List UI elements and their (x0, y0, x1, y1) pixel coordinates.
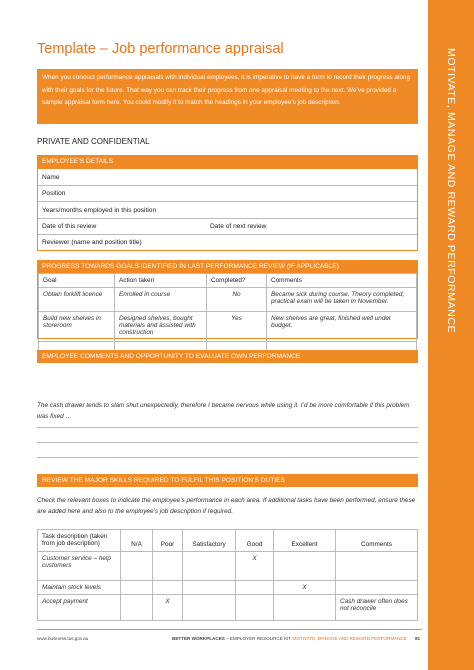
skills-checkbox[interactable] (153, 552, 183, 581)
skills-task-cell: Maintain stock levels (38, 581, 121, 595)
skills-checkbox[interactable] (183, 581, 236, 595)
footer-section: MOTIVATE, MANAGE AND REWARD PERFORMANCE (292, 636, 407, 641)
skills-table (37, 529, 418, 621)
comments-header: EMPLOYEE COMMENTS AND OPPORTUNITY TO EVALUATE OWN PERFORMANCE (37, 350, 418, 363)
sidebar (428, 0, 474, 670)
comment-line (37, 427, 418, 428)
table-row (39, 288, 417, 312)
reviewer-label: Reviewer (name and position title) (42, 239, 142, 246)
name-label: Name (42, 173, 60, 181)
skills-checkbox[interactable] (121, 581, 153, 595)
skills-checkbox[interactable] (274, 552, 336, 581)
years-field[interactable] (38, 202, 417, 219)
intro-box: When you conduct performance appraisals with individual employees, it is imperative to have a form to record their progress along with their goals for the future. That way you can track their progress from one appraisal meeting to the next. We’ve provided a sample appraisal form here. You could modify it to match the headings in your employee’s job description. (37, 69, 418, 124)
progress-cell[interactable]: Enrolled in course (115, 288, 207, 312)
skills-header-row (38, 530, 418, 552)
employee-details-form (37, 168, 418, 251)
skills-comment-cell[interactable]: Cash drawer often does not reconcile (336, 595, 418, 621)
progress-header-row (39, 274, 417, 288)
comment-line (37, 442, 418, 443)
footer-publication: BETTER WORKPLACES (172, 636, 225, 641)
skills-checkbox[interactable] (121, 552, 153, 581)
progress-header: PROGRESS TOWARDS GOALS IDENTIFIED IN LAST PERFORMANCE REVIEW (IF APPLICABLE) (37, 260, 418, 273)
skills-checkbox[interactable] (121, 595, 153, 621)
progress-col-goal: Goal (39, 274, 115, 288)
comments-text[interactable]: The cash drawer tends to slam shut unexpectedly, therefore I became nervous while using it. I’d be more comfortable if this problem was fixed … (37, 402, 410, 420)
footer-credit (172, 636, 407, 641)
position-label: Position (42, 190, 66, 197)
skills-header: REVIEW THE MAJOR SKILLS REQUIRED TO FULFIL THIS POSITION’S DUTIES (37, 474, 418, 487)
progress-cell[interactable]: No (207, 288, 267, 312)
employee-details-header: EMPLOYEE’S DETAILS (37, 155, 418, 168)
skills-task-cell: Accept payment (38, 595, 121, 621)
progress-table-wrap (37, 273, 418, 339)
skills-task-cell: Customer service – help customers (38, 552, 121, 581)
date-next-field[interactable] (210, 223, 417, 230)
skills-comment-cell[interactable] (336, 581, 418, 595)
progress-cell[interactable]: Yes (207, 312, 267, 342)
footer-kit: – EMPLOYER RESOURCE KIT (224, 636, 293, 641)
comment-line (37, 457, 418, 458)
skills-col-task: Task description (taken from job description) (38, 530, 121, 552)
skills-checkbox[interactable] (236, 595, 274, 621)
skills-col-satisfactory: Satisfactory (183, 530, 236, 552)
progress-table (38, 273, 417, 356)
reviewer-field[interactable] (38, 235, 417, 250)
position-field[interactable] (38, 186, 417, 202)
skills-checkbox[interactable]: X (274, 581, 336, 595)
progress-col-completed: Completed? (207, 274, 267, 288)
skills-checkbox[interactable]: X (236, 552, 274, 581)
progress-cell[interactable]: New shelves are great, finished well under budget. (267, 312, 417, 342)
table-row (39, 312, 417, 342)
progress-cell[interactable]: Became sick during course. Theory completed, practical exam will be taken in November. (267, 288, 417, 312)
progress-cell[interactable]: Build new shelves in storeroom (39, 312, 115, 342)
progress-cell[interactable]: Designed shelves, bought materials and assisted with construction (115, 312, 207, 342)
skills-col-na: N/A (121, 530, 153, 552)
dates-row (38, 219, 417, 235)
date-review-label: Date of this review (42, 223, 97, 230)
skills-checkbox[interactable]: X (153, 595, 183, 621)
footer-divider (37, 629, 422, 630)
skills-table-wrap (37, 529, 418, 626)
skills-col-excellent: Excellent (274, 530, 336, 552)
sidebar-title: MOTIVATE, MANAGE AND REWARD PERFORMANCE (445, 48, 457, 334)
skills-checkbox[interactable] (153, 581, 183, 595)
skills-col-good: Good (236, 530, 274, 552)
date-review-field[interactable] (38, 223, 210, 230)
confidential-label: PRIVATE AND CONFIDENTIAL (37, 137, 150, 146)
skills-col-comments: Comments (336, 530, 418, 552)
skills-checkbox[interactable] (183, 552, 236, 581)
progress-cell[interactable]: Obtain forklift licence (39, 288, 115, 312)
skills-comment-cell[interactable] (336, 552, 418, 581)
table-row (38, 552, 418, 581)
page-number: 81 (415, 636, 421, 641)
footer-url[interactable]: www.business.tas.gov.au (37, 636, 89, 641)
page-title: Template – Job performance appraisal (37, 41, 284, 57)
name-field[interactable] (38, 169, 417, 186)
table-row (38, 581, 418, 595)
skills-instructions: Check the relevant boxes to indicate the employee’s performance in each area. If additional tasks have been performed, ensure these are added here and also to the employee’s job description if required. (37, 497, 416, 515)
table-row (38, 595, 418, 621)
skills-checkbox[interactable] (183, 595, 236, 621)
years-label: Years/months employed in this position (42, 206, 157, 214)
skills-col-poor: Poor (153, 530, 183, 552)
skills-checkbox[interactable] (274, 595, 336, 621)
progress-col-comments: Comments (267, 274, 417, 288)
progress-col-action: Action taken (115, 274, 207, 288)
skills-checkbox[interactable] (236, 581, 274, 595)
date-next-label: Date of next review (210, 223, 267, 230)
